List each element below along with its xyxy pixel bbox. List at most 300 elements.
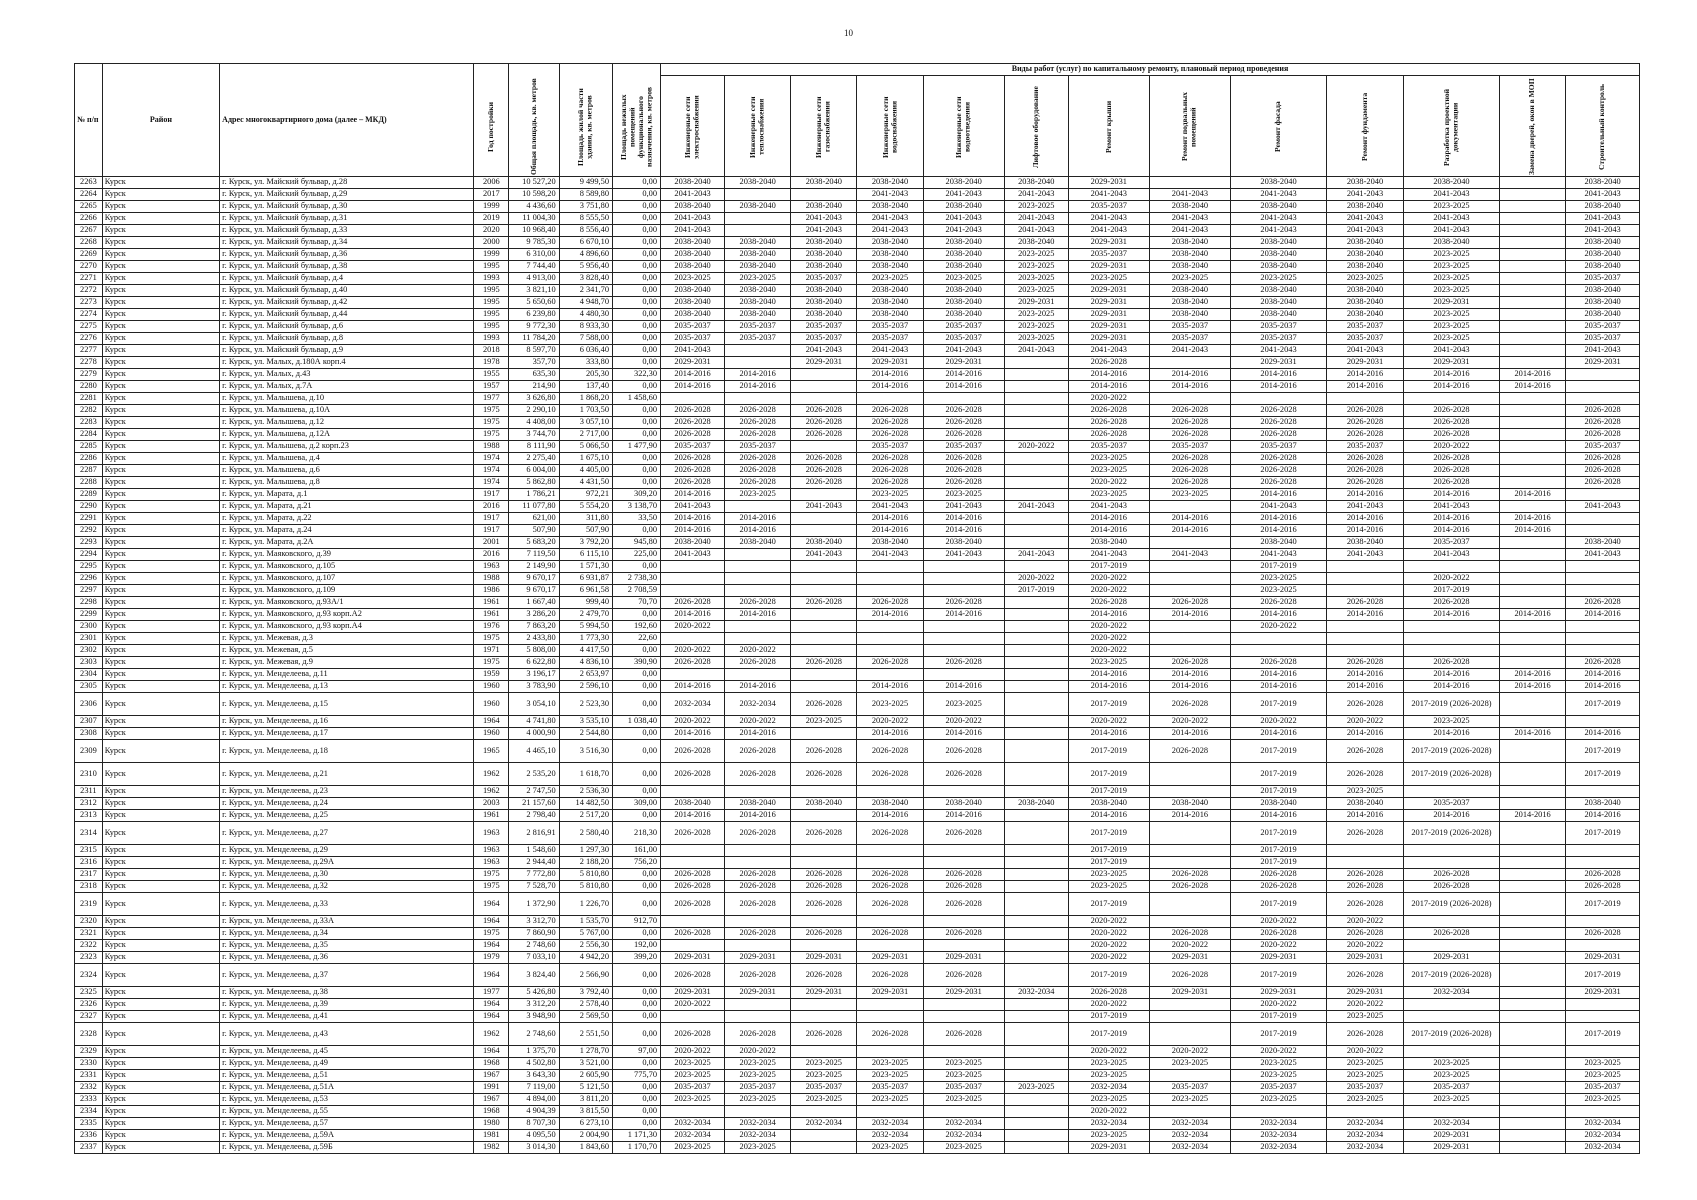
work-period-cell [1149,585,1230,597]
work-period-cell: 2041-2043 [923,189,1004,201]
nonresidential-area-cell: 0,00 [613,465,661,477]
residential-area-cell: 2 341,70 [559,285,612,297]
row-number-cell: 2322 [75,940,103,952]
residential-area-cell: 14 482,50 [559,798,612,810]
work-period-cell: 2023-2025 [857,1058,923,1070]
work-period-cell [1566,393,1640,405]
work-period-cell: 2020-2022 [725,645,791,657]
work-period-cell: 2014-2016 [857,609,923,621]
work-period-cell: 2014-2016 [1231,381,1327,393]
work-period-cell: 2035-2037 [1068,249,1149,261]
work-period-cell: 2020-2022 [725,1046,791,1058]
work-period-cell: 2023-2025 [857,1094,923,1106]
work-period-cell: 2017-2019 [1231,845,1327,857]
work-period-cell: 2038-2040 [1327,297,1404,309]
work-period-cell: 2020-2022 [1068,393,1149,405]
district-cell: Курск [102,369,219,381]
work-period-cell: 2014-2016 [1068,681,1149,693]
work-period-cell: 2023-2025 [1327,1011,1404,1023]
nonresidential-area-cell: 0,00 [613,261,661,273]
build-year-cell: 1964 [474,1011,509,1023]
district-cell: Курск [102,309,219,321]
address-cell: г. Курск, ул. Марата, д.1 [220,489,474,501]
work-period-cell: 2038-2040 [661,237,725,249]
table-row [75,633,1640,645]
work-period-cell: 2026-2028 [1327,893,1404,916]
work-period-cell: 2041-2043 [661,189,725,201]
work-period-cell [791,786,857,798]
work-period-cell: 2026-2028 [923,869,1004,881]
address-cell: г. Курск, ул. Менделеева, д.11 [220,669,474,681]
nonresidential-area-cell: 390,90 [613,657,661,669]
work-period-cell: 2020-2022 [1068,999,1149,1011]
work-period-cell [1149,845,1230,857]
build-year-cell: 1975 [474,881,509,893]
work-period-cell [791,573,857,585]
address-cell: г. Курск, ул. Маяковского, д.105 [220,561,474,573]
work-period-cell [1149,786,1230,798]
address-cell: г. Курск, ул. Маяковского, д.107 [220,573,474,585]
total-area-cell: 5 808,00 [509,645,559,657]
work-period-cell: 2026-2028 [923,740,1004,763]
work-period-cell: 2035-2037 [1403,537,1499,549]
work-period-cell: 2014-2016 [1149,609,1230,621]
work-period-cell: 2023-2025 [791,1070,857,1082]
row-number-cell: 2305 [75,681,103,693]
work-period-cell: 2014-2016 [923,810,1004,822]
address-cell: г. Курск, ул. Майский бульвар, д.33 [220,225,474,237]
work-period-cell: 2035-2037 [1327,1082,1404,1094]
row-number-cell: 2280 [75,381,103,393]
work-period-cell: 2014-2016 [1327,728,1404,740]
build-year-cell: 1964 [474,1046,509,1058]
district-cell: Курск [102,177,219,189]
work-period-cell: 2041-2043 [1403,501,1499,513]
work-period-cell: 2014-2016 [1149,669,1230,681]
work-period-cell [1500,417,1566,429]
work-period-cell: 2026-2028 [791,881,857,893]
work-period-cell: 2020-2022 [1068,585,1149,597]
work-period-cell: 2026-2028 [1403,657,1499,669]
work-period-cell [1500,465,1566,477]
work-period-cell: 2014-2016 [661,369,725,381]
district-cell: Курск [102,1011,219,1023]
work-period-cell [1500,573,1566,585]
work-period-cell [923,916,1004,928]
residential-area-cell: 4 836,10 [559,657,612,669]
work-period-cell: 2014-2016 [1149,513,1230,525]
work-period-cell [1566,940,1640,952]
nonresidential-area-cell: 0,00 [613,1058,661,1070]
work-period-cell: 2023-2025 [1566,1058,1640,1070]
work-period-cell: 2032-2034 [1566,1118,1640,1130]
work-period-cell [1004,728,1068,740]
work-period-cell [661,633,725,645]
address-cell: г. Курск, ул. Маяковского, д.93 корп.А2 [220,609,474,621]
work-period-cell: 2041-2043 [1231,549,1327,561]
work-period-cell [791,441,857,453]
total-area-cell: 4 465,10 [509,740,559,763]
work-period-cell: 2026-2028 [661,405,725,417]
work-period-cell: 2026-2028 [791,693,857,716]
district-cell: Курск [102,881,219,893]
work-period-cell: 2032-2034 [923,1130,1004,1142]
address-cell: г. Курск, ул. Маяковского, д.93 корп.А4 [220,621,474,633]
work-period-cell: 2020-2022 [1327,916,1404,928]
residential-area-cell: 4 948,70 [559,297,612,309]
row-number-cell: 2266 [75,213,103,225]
work-period-cell: 2023-2025 [1231,273,1327,285]
work-period-cell: 2026-2028 [1231,477,1327,489]
address-cell: г. Курск, ул. Майский бульвар, д.29 [220,189,474,201]
work-period-cell [1500,309,1566,321]
table-row [75,987,1640,999]
residential-area-cell: 8 933,30 [559,321,612,333]
work-period-cell: 2023-2025 [1231,1070,1327,1082]
header-residential-area: Площадь жилой части здания, кв. метров [559,64,612,177]
district-cell: Курск [102,333,219,345]
work-period-cell [1500,1106,1566,1118]
work-period-cell: 2017-2019 [1231,763,1327,786]
work-period-cell: 2014-2016 [1403,381,1499,393]
work-period-cell [725,549,791,561]
work-period-cell [791,189,857,201]
work-period-cell [661,1011,725,1023]
work-period-cell [1231,633,1327,645]
work-period-cell: 2035-2037 [791,321,857,333]
row-number-cell: 2321 [75,928,103,940]
work-period-cell [1500,1142,1566,1154]
row-number-cell: 2284 [75,429,103,441]
work-period-cell: 2038-2040 [791,201,857,213]
work-period-cell: 2014-2016 [1327,369,1404,381]
work-period-cell: 2026-2028 [1403,881,1499,893]
work-period-cell: 2041-2043 [923,345,1004,357]
work-period-cell: 2014-2016 [1068,728,1149,740]
work-period-cell: 2014-2016 [1566,810,1640,822]
build-year-cell: 2020 [474,225,509,237]
table-row [75,1023,1640,1046]
work-period-cell: 2023-2025 [1068,453,1149,465]
work-period-cell: 2017-2019 [1566,763,1640,786]
table-row [75,585,1640,597]
work-period-cell: 2032-2034 [1231,1130,1327,1142]
work-period-cell: 2035-2037 [1403,798,1499,810]
work-period-cell: 2023-2025 [1068,1094,1149,1106]
build-year-cell: 1967 [474,1094,509,1106]
work-period-cell: 2023-2025 [661,1070,725,1082]
work-period-cell: 2023-2025 [1403,285,1499,297]
build-year-cell: 2003 [474,798,509,810]
work-period-cell: 2014-2016 [1403,513,1499,525]
work-period-cell: 2020-2022 [1327,940,1404,952]
work-period-cell: 2014-2016 [725,609,791,621]
total-area-cell: 9 670,17 [509,573,559,585]
work-period-cell: 2026-2028 [725,822,791,845]
work-period-cell: 2038-2040 [923,285,1004,297]
table-row [75,369,1640,381]
work-period-cell [791,381,857,393]
work-period-cell: 2038-2040 [1068,537,1149,549]
work-period-cell: 2026-2028 [661,657,725,669]
work-period-cell [1004,845,1068,857]
work-period-cell [1500,429,1566,441]
work-period-cell: 2017-2019 [1566,964,1640,987]
residential-area-cell: 5 121,50 [559,1082,612,1094]
row-number-cell: 2282 [75,405,103,417]
work-period-cell: 2014-2016 [725,728,791,740]
work-period-cell: 2035-2037 [857,441,923,453]
work-period-cell: 2041-2043 [857,213,923,225]
work-period-cell [725,1011,791,1023]
work-period-cell: 2023-2025 [1327,273,1404,285]
table-row [75,501,1640,513]
work-period-cell: 2014-2016 [1068,609,1149,621]
work-period-cell [1004,999,1068,1011]
table-row [75,405,1640,417]
residential-area-cell: 972,21 [559,489,612,501]
work-period-cell: 2023-2025 [725,1142,791,1154]
work-period-cell [661,845,725,857]
work-period-cell: 2038-2040 [923,249,1004,261]
address-cell: г. Курск, ул. Менделеева, д.15 [220,693,474,716]
work-period-cell: 2038-2040 [725,285,791,297]
total-area-cell: 4 904,39 [509,1106,559,1118]
district-cell: Курск [102,249,219,261]
table-row [75,333,1640,345]
district-cell: Курск [102,237,219,249]
work-period-cell: 2026-2028 [1327,657,1404,669]
work-period-cell: 2023-2025 [1403,249,1499,261]
work-period-cell: 2026-2028 [1149,964,1230,987]
header-doors-windows: Замена дверей, окон в МОП [1500,76,1566,177]
total-area-cell: 2 149,90 [509,561,559,573]
work-period-cell [1149,177,1230,189]
work-period-cell: 2017-2019 [1566,740,1640,763]
work-period-cell [1327,857,1404,869]
work-period-cell: 2038-2040 [1149,201,1230,213]
work-period-cell: 2014-2016 [1500,513,1566,525]
build-year-cell: 1995 [474,321,509,333]
total-area-cell: 3 821,10 [509,285,559,297]
work-period-cell [725,633,791,645]
work-period-cell: 2014-2016 [857,681,923,693]
district-cell: Курск [102,465,219,477]
work-period-cell: 2023-2025 [1068,465,1149,477]
work-period-cell: 2041-2043 [1068,501,1149,513]
build-year-cell: 1975 [474,429,509,441]
district-cell: Курск [102,321,219,333]
work-period-cell [1566,369,1640,381]
build-year-cell: 1975 [474,657,509,669]
work-period-cell: 2026-2028 [1149,657,1230,669]
work-period-cell: 2017-2019 [1068,786,1149,798]
work-period-cell [923,786,1004,798]
total-area-cell: 3 643,30 [509,1070,559,1082]
build-year-cell: 2019 [474,213,509,225]
build-year-cell: 1964 [474,964,509,987]
work-period-cell: 2020-2022 [1068,573,1149,585]
work-period-cell: 2026-2028 [1149,693,1230,716]
district-cell: Курск [102,213,219,225]
work-period-cell: 2029-2031 [1068,285,1149,297]
work-period-cell: 2035-2037 [1566,441,1640,453]
row-number-cell: 2298 [75,597,103,609]
residential-area-cell: 5 554,20 [559,501,612,513]
work-period-cell: 2026-2028 [1068,597,1149,609]
work-period-cell: 2038-2040 [1231,537,1327,549]
work-period-cell [857,561,923,573]
build-year-cell: 1963 [474,561,509,573]
work-period-cell: 2038-2040 [661,249,725,261]
work-period-cell [1004,822,1068,845]
total-area-cell: 507,90 [509,525,559,537]
district-cell: Курск [102,489,219,501]
address-cell: г. Курск, ул. Менделеева, д.59А [220,1130,474,1142]
work-period-cell [923,999,1004,1011]
work-period-cell: 2020-2022 [1327,716,1404,728]
residential-area-cell: 2 596,10 [559,681,612,693]
address-cell: г. Курск, ул. Межевая, д.9 [220,657,474,669]
table-row [75,189,1640,201]
work-period-cell [791,525,857,537]
work-period-cell: 2017-2019 [1068,822,1149,845]
work-period-cell: 2029-2031 [661,987,725,999]
work-period-cell: 2041-2043 [1149,189,1230,201]
work-period-cell: 2014-2016 [1068,513,1149,525]
address-cell: г. Курск, ул. Менделеева, д.13 [220,681,474,693]
nonresidential-area-cell: 0,00 [613,177,661,189]
build-year-cell: 1977 [474,393,509,405]
row-number-cell: 2265 [75,201,103,213]
residential-area-cell: 5 810,80 [559,869,612,881]
nonresidential-area-cell: 0,00 [613,345,661,357]
work-period-cell [725,857,791,869]
work-period-cell [1500,893,1566,916]
total-area-cell: 7 772,80 [509,869,559,881]
work-period-cell: 2029-2031 [661,952,725,964]
residential-area-cell: 2 536,30 [559,786,612,798]
work-period-cell: 2032-2034 [661,693,725,716]
total-area-cell: 4 095,50 [509,1130,559,1142]
address-cell: г. Курск, ул. Менделеева, д.45 [220,1046,474,1058]
work-period-cell [661,1106,725,1118]
work-period-cell: 2023-2025 [857,693,923,716]
work-period-cell: 2017-2019 [1004,585,1068,597]
nonresidential-area-cell: 0,00 [613,1118,661,1130]
header-facade-repair: Ремонт фасада [1231,76,1327,177]
work-period-cell: 2026-2028 [791,964,857,987]
address-cell: г. Курск, ул. Менделеева, д.57 [220,1118,474,1130]
work-period-cell: 2029-2031 [1231,987,1327,999]
work-period-cell: 2020-2022 [1068,916,1149,928]
work-period-cell [791,999,857,1011]
work-period-cell: 2014-2016 [1500,609,1566,621]
work-period-cell: 2026-2028 [1068,357,1149,369]
work-period-cell: 2026-2028 [1566,417,1640,429]
table-row [75,869,1640,881]
work-period-cell: 2020-2022 [1327,999,1404,1011]
work-period-cell: 2038-2040 [923,309,1004,321]
work-period-cell: 2020-2022 [1149,940,1230,952]
work-period-cell: 2014-2016 [923,609,1004,621]
work-period-cell: 2038-2040 [1327,249,1404,261]
work-period-cell: 2038-2040 [1231,798,1327,810]
work-period-cell: 2026-2028 [923,881,1004,893]
work-period-cell: 2038-2040 [1566,237,1640,249]
work-period-cell [1500,225,1566,237]
table-row [75,1130,1640,1142]
work-period-cell [1500,453,1566,465]
work-period-cell [1500,881,1566,893]
work-period-cell: 2041-2043 [1231,345,1327,357]
work-period-cell [791,728,857,740]
work-period-cell [1500,213,1566,225]
row-number-cell: 2292 [75,525,103,537]
residential-area-cell: 1 703,50 [559,405,612,417]
row-number-cell: 2274 [75,309,103,321]
district-cell: Курск [102,381,219,393]
work-period-cell: 2014-2016 [1231,609,1327,621]
work-period-cell [1004,940,1068,952]
work-period-cell: 2026-2028 [791,477,857,489]
work-period-cell: 2029-2031 [725,987,791,999]
work-period-cell [725,1106,791,1118]
work-period-cell: 2026-2028 [661,881,725,893]
work-period-cell: 2023-2025 [1068,489,1149,501]
work-period-cell [1500,549,1566,561]
address-cell: г. Курск, ул. Менделеева, д.32 [220,881,474,893]
residential-area-cell: 1 868,20 [559,393,612,405]
address-cell: г. Курск, ул. Марата, д.21 [220,501,474,513]
work-period-cell: 2014-2016 [923,381,1004,393]
table-row [75,597,1640,609]
work-period-cell [1500,585,1566,597]
work-period-cell: 2014-2016 [725,810,791,822]
work-period-cell [1403,393,1499,405]
work-period-cell: 2023-2025 [1004,261,1068,273]
work-period-cell: 2029-2031 [1068,261,1149,273]
work-period-cell [923,585,1004,597]
work-period-cell: 2014-2016 [1327,489,1404,501]
total-area-cell: 3 824,40 [509,964,559,987]
work-period-cell: 2023-2025 [857,489,923,501]
district-cell: Курск [102,597,219,609]
work-period-cell: 2026-2028 [661,429,725,441]
table-row [75,321,1640,333]
work-period-cell: 2035-2037 [1231,321,1327,333]
header-drainage: Инженерные сети водоотведения [923,76,1004,177]
work-period-cell: 2017-2019 [1566,822,1640,845]
work-period-cell: 2023-2025 [1068,1058,1149,1070]
work-period-cell: 2017-2019 [1068,763,1149,786]
nonresidential-area-cell: 0,00 [613,213,661,225]
table-row [75,928,1640,940]
work-period-cell [1500,261,1566,273]
work-period-cell: 2035-2037 [1566,321,1640,333]
work-period-cell: 2041-2043 [1004,345,1068,357]
district-cell: Курск [102,916,219,928]
work-period-cell [1500,201,1566,213]
work-period-cell: 2038-2040 [1231,297,1327,309]
work-period-cell: 2029-2031 [857,357,923,369]
district-cell: Курск [102,273,219,285]
work-period-cell [1004,357,1068,369]
build-year-cell: 1964 [474,940,509,952]
table-row [75,1106,1640,1118]
row-number-cell: 2301 [75,633,103,645]
row-number-cell: 2330 [75,1058,103,1070]
